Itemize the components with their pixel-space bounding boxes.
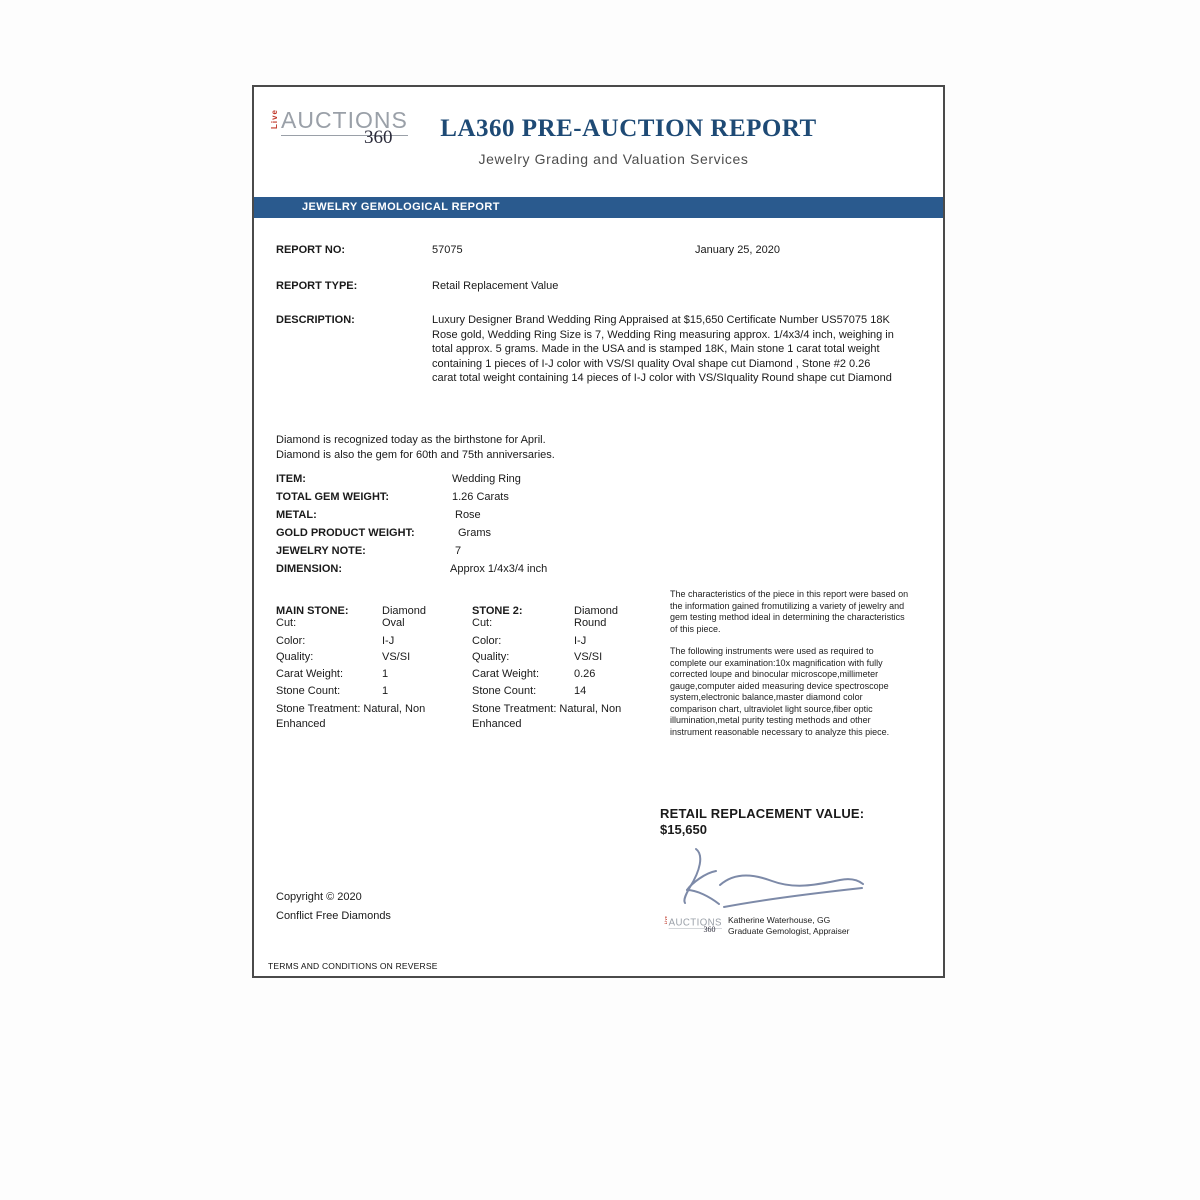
metal-label: METAL: [276,509,317,521]
gem-weight-value: 1.26 Carats [452,491,509,503]
jewelry-note-value: 7 [455,545,462,557]
item-value: Wedding Ring [452,473,521,485]
stone2-color-value: I-J [574,635,587,647]
signer-block [664,913,924,943]
logo-live-text: Live [270,109,279,130]
main-stone-quality-label: Quality: [276,651,314,663]
terms-text: TERMS AND CONDITIONS ON REVERSE [268,961,438,971]
report-date: January 25, 2020 [695,244,781,256]
stone2-carat-label: Carat Weight: [472,668,540,680]
dimension-label: DIMENSION: [276,563,342,575]
main-stone-carat-label: Carat Weight: [276,668,344,680]
report-subtitle: Jewelry Grading and Valuation Services [478,151,749,167]
main-stone-quality-value: VS/SI [382,651,411,663]
stone2-treatment: Stone Treatment: Natural, Non Enhanced [472,703,622,730]
stone2-title: STONE 2: [472,605,523,617]
main-stone-type: Diamond [382,605,427,617]
stone2-quality-label: Quality: [472,651,510,663]
stone2-carat-value: 0.26 [574,668,596,680]
main-stone-count-value: 1 [382,685,389,697]
gold-weight-label: GOLD PRODUCT WEIGHT: [276,527,415,539]
stone2-cut-label: Cut: [472,617,493,629]
signer-text [728,915,849,937]
report-no-value: 57075 [432,244,463,256]
retail-value-label: RETAIL REPLACEMENT VALUE: [660,806,865,821]
stone2-cut-value: Round [574,617,607,629]
disclaimer-paragraph-2: The following instruments were used as required to complete our examination:10x magnification with fully corrected loupe and binocular microscope,millimeter gauge,computer aided measuring device spectroscope system,electronic balance,master diamond color comparison chart, ultraviolet light source,fiber optic illumination,metal purity testing methods and other instrument reasonable necessary to analyze this piece. [670,646,890,737]
description-text: Luxury Designer Brand Wedding Ring Appraised at $15,650 Certificate Number US57075 18K Rose gold, Wedding Ring Size is 7, Wedding Ring measuring approx. 1/4x3/4 inch, weighing in total approx. 5 grams. Made in the USA and is stamped 18K, Main stone 1 carat total weight containing 1 pieces of I-J color with VS/SI quality Oval shape cut Diamond , Stone #2 0.26 carat total weight containing 14 pieces of I-J color with VS/SIquality Round shape cut Diamond [432,314,894,384]
main-stone-cut-value: Oval [382,617,405,629]
signer-logo-live: Live [664,915,668,925]
retail-value-amount: $15,650 [660,822,707,837]
dimension-value: Approx 1/4x3/4 inch [450,563,548,575]
note-line-2: Diamond is also the gem for 60th and 75th anniversaries. [276,449,555,461]
stone2-color-label: Color: [472,635,502,647]
main-stone-treatment: Stone Treatment: Natural, Non Enhanced [276,703,426,730]
gold-weight-value: Grams [458,527,491,539]
conflict-free-text: Conflict Free Diamonds [276,910,391,922]
gem-weight-label: TOTAL GEM WEIGHT: [276,491,390,503]
report-type-value: Retail Replacement Value [432,280,559,292]
item-label: ITEM: [276,473,306,485]
disclaimer-paragraph-1: The characteristics of the piece in this report were based on the information gained fromutilizing a variety of jewelry and gem testing method ideal in determining the characteristics of this piece. [670,589,909,634]
report-title: LA360 PRE-AUCTION REPORT [440,115,817,142]
jewelry-note-label: JEWELRY NOTE: [276,545,366,557]
report-type-label: REPORT TYPE: [276,280,358,292]
main-stone-count-label: Stone Count: [276,685,341,697]
description-label: DESCRIPTION: [276,314,355,326]
report-no-label: REPORT NO: [276,244,346,256]
stone2-count-label: Stone Count: [472,685,537,697]
main-stone-cut-label: Cut: [276,617,297,629]
stone2-type: Diamond [574,605,619,617]
main-stone-color-label: Color: [276,635,306,647]
metal-value: Rose [455,509,481,521]
logo-auctions-text: AUCTIONS [281,107,408,136]
appraiser-signature [662,845,897,913]
birthstone-notes [276,433,555,463]
appraisal-report-document [252,85,945,978]
stone2-count-value: 14 [574,685,587,697]
signer-logo-auctions: AUCTIONS [668,916,722,928]
logo-360-text: 360 [364,127,393,148]
signer-logo [664,915,722,934]
main-stone-carat-value: 1 [382,668,389,680]
gemological-report-banner: JEWELRY GEMOLOGICAL REPORT [254,197,943,218]
stone2-quality-value: VS/SI [574,651,603,663]
main-stone-title: MAIN STONE: [276,605,349,617]
main-stone-color-value: I-J [382,635,395,647]
signer-name: Katherine Waterhouse, GG [728,915,831,925]
signer-logo-360: 360 [703,925,716,934]
note-line-1: Diamond is recognized today as the birthstone for April. [276,434,546,446]
copyright-text: Copyright © 2020 [276,891,362,903]
disclaimer-text [670,589,910,738]
signer-title: Graduate Gemologist, Appraiser [728,926,850,936]
